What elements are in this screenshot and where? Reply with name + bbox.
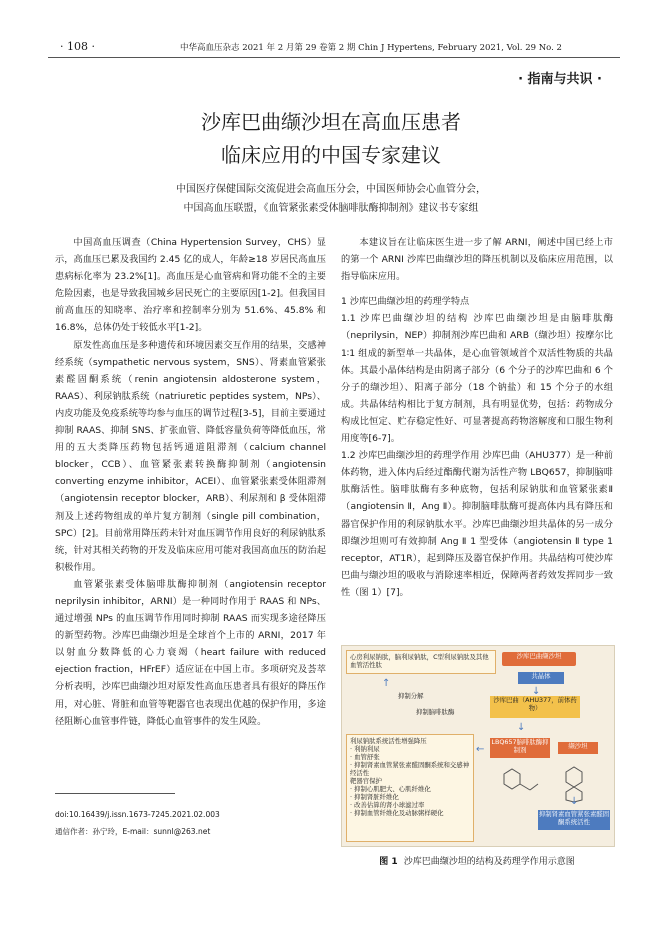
paragraph: 1.2 沙库巴曲缬沙坦的药理学作用 沙库巴曲（AHU377）是一种前体药物，进入体内后经过酯酶代谢为活性产物 LBQ657，抑制脑啡肽酶活性。脑啡肽酶有多种底物，包括利尿钠肽和血管紧张素Ⅱ（angiotensin Ⅱ，Ang Ⅱ）。抑制脑啡肽酶可提高体内具有降压和器官保护作用的利尿钠肽水平。沙库巴曲缬沙坦共晶体的另一成分即缬沙坦则可有效抑制 Ang Ⅱ 1 型受体（angiotensin Ⅱ type 1 receptor，AT1R），起到降压及器官保护作用。共晶结构可使沙库巴曲与缬沙坦的吸收与消除速率相近，保障两者药效发挥同步一致性（图 1）[7]。 <box>341 450 613 598</box>
cocrystal-box: 共晶体 <box>518 672 564 684</box>
arrow-down-icon: ↓ <box>517 722 526 733</box>
author-line-1: 中国医疗保健国际交流促进会高血压分会，中国医师协会心血管分会， <box>176 184 486 195</box>
paragraph: 本建议旨在让临床医生进一步了解 ARNI，阐述中国已经上市的第一个 ARNI 沙库巴曲缬沙坦的降压机制以及临床应用范围，以指导临床应用。 <box>341 237 613 283</box>
doi: doi:10.16439/j.issn.1673-7245.2021.02.003 <box>55 810 220 819</box>
arrow-left-icon: ← <box>476 744 485 755</box>
figure-diagram <box>341 645 615 847</box>
arrow-down-icon: ↓ <box>532 686 541 697</box>
peptides-box: 心房利尿钠肽，脑利尿钠肽，C型利尿钠肽及其他血管活性肽 <box>346 650 496 674</box>
title-line-1: 沙库巴曲缬沙坦在高血压患者 <box>201 110 461 134</box>
lbq657-box: LBQ657脑啡肽酶抑制剂 <box>490 738 550 758</box>
arrow-down-icon: ↓ <box>570 796 579 807</box>
author-line-2: 中国高血压联盟，《血管紧张素受体脑啡肽酶抑制剂》建议书专家组 <box>183 203 479 214</box>
right-column <box>341 234 613 601</box>
nep-label: 抑制脑啡肽酶 <box>416 708 455 716</box>
author-block <box>0 180 662 218</box>
ahu377-box: 沙库巴曲（AHU377，前体药物） <box>490 696 580 718</box>
inhibit-breakdown-label: 抑制分解 <box>398 692 424 700</box>
caption-label: 图 1 <box>379 857 398 867</box>
title-line-2: 临床应用的中国专家建议 <box>221 143 441 167</box>
figure-caption <box>341 854 613 867</box>
raas-box: 抑制肾素血管紧张素醛固酮系统活性 <box>538 810 610 830</box>
valsartan-box: 缬沙坦 <box>558 742 598 754</box>
footnote-rule <box>55 793 175 794</box>
page-number: · 108 · <box>60 40 95 53</box>
arrow-up-icon: ↑ <box>382 678 391 689</box>
left-column <box>55 234 326 730</box>
header-rule <box>48 57 620 58</box>
section-tag: · 指南与共识 · <box>518 72 602 87</box>
paragraph: 原发性高血压是多种遗传和环境因素交互作用的结果，交感神经系统（sympathetic nervous system，SNS）、肾素血管紧张素醛固酮系统（renin angiotensin aldosterone system，RAAS）、利尿钠肽系统（natriuretic peptides system，NPs）、内皮功能及免疫系统等均参与血压的调节过程[3-5]，目前主要通过抑制 RAAS、抑制 SNS、扩张血管、降低容量负荷等降低血压，常用的五大类降压药物包括钙通道阻滞剂（calcium channel blocker，CCB）、血管紧张素转换酶抑制剂（angiotensin converting enzyme inhibitor，ACEI）、血管紧张素受体阻滞剂（angiotensin receptor blocker，ARB）、利尿剂和 β 受体阻滞剂及上述药物组成的单片复方制剂（single pill combination，SPC）[2]。目前常用降压药未针对血压调节作用良好的利尿钠肽系统，针对其相关药物的开发及临床应用可能对我国高血压的防治起积极作用。 <box>55 339 326 573</box>
section-heading: 1 沙库巴曲缬沙坦的药理学特点 <box>341 296 470 308</box>
paragraph: 1.1 沙库巴曲缬沙坦的结构 沙库巴曲缬沙坦是由脑啡肽酶（neprilysin，NEP）抑制剂沙库巴曲和 ARB（缬沙坦）按摩尔比 1∶1 组成的新型单一共晶体，是心血管领域首个双活性物质的共晶体。其最小晶体结构是由阴离子部分（6 个分子的沙库巴曲和 6 个分子的缬沙坦）、阳离子部分（18 个钠盐）和 15 个分子的水组成。共晶体结构相比于复方制剂，具有明显优势，包括：药物成分构成比恒定、贮存稳定性好、可显著提高药物溶解度和口服生物利用度等[6-7]。 <box>341 313 613 445</box>
effects-box: 利尿钠肽系统活性增强降压 · 利钠利尿 · 血管舒张 · 抑制肾素血管紧张素醛固酮系统和交感神经活性 靶器官保护 · 抑制心肌肥大、心肌纤维化 · 抑制肾脏纤维化 · 改善估算的肾小球滤过率 · 抑制血管纤维化及动脉粥样硬化 <box>346 734 474 842</box>
journal-citation: 中华高血压杂志 2021 年 2 月第 29 卷第 2 期 Chin J Hypertens, February 2021, Vol. 29 No. 2 <box>180 43 562 53</box>
paragraph: 中国高血压调查（China Hypertension Survey，CHS）显示，高血压已累及我国约 2.45 亿的成人，年龄≥18 岁居民高血压患病标化率为 23.2%[1]。高血压是心血管病和肾功能不全的主要危险因素，也是导致我国城乡居民死亡的主要原因[1-2]。但我国目前高血压的知晓率、治疗率和控制率分别为 51.6%、45.8% 和 16.8%，总体仍处于较低水平[1-2]。 <box>55 237 326 334</box>
running-header <box>0 38 662 58</box>
sacubitril-valsartan-box: 沙库巴曲缬沙坦 <box>502 652 576 666</box>
caption-text: 沙库巴曲缬沙坦的结构及药理学作用示意图 <box>403 857 575 867</box>
lbq657-molecule-icon <box>494 764 544 802</box>
corresponding-author: 通信作者：孙宁玲，E-mail：sunnl@263.net <box>55 827 211 836</box>
paragraph: 血管紧张素受体脑啡肽酶抑制剂（angiotensin receptor neprilysin inhibitor，ARNI）是一种同时作用于 RAAS 和 NPs、通过增强 NPs 的血压调节作用同时抑制 RAAS 而实现多途径降压的新型药物。沙库巴曲缬沙坦是全球首个上市的 ARNI，2017 年以射血分数降低的心力衰竭（heart failure with reduced ejection fraction，HFrEF）适应证在中国上市。多项研究及荟萃分析表明，沙库巴曲缬沙坦对原发性高血压患者具有很好的降压作用，对心脏、肾脏和血管等靶器官也表现出优越的保护作用，多途径阻断心血管事件链，降低心血管事件的发生风险。 <box>55 578 326 727</box>
